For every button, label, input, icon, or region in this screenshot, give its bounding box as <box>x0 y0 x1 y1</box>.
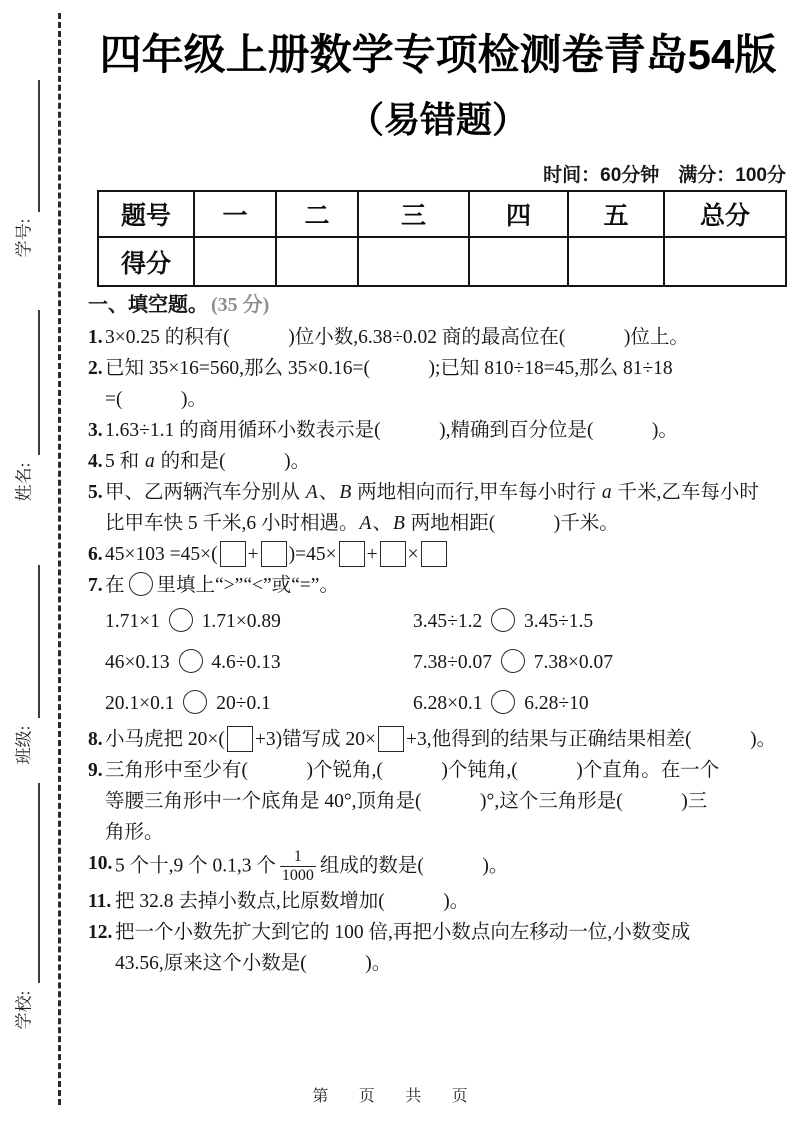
question-line <box>105 322 788 353</box>
school-writing-line <box>38 783 40 983</box>
question-line <box>105 415 788 446</box>
question-text: 7.38÷0.07 <box>413 652 497 673</box>
question-text: 1.71×1 <box>105 611 165 632</box>
question-text: +3)错写成 20× <box>254 729 376 750</box>
question-text: 3×0.25 的积有( )位小数,6.38÷0.02 商的最高位在( )位上。 <box>105 327 689 348</box>
question-number: 2. <box>88 358 103 379</box>
section-heading <box>88 294 788 317</box>
score-table-cell-score-label: 得分 <box>98 237 194 286</box>
question-line <box>105 786 788 817</box>
student-id-writing-line <box>38 80 40 212</box>
score-table-empty-cell <box>276 237 358 286</box>
question-text: 组成的数是( )。 <box>319 855 509 877</box>
question-item <box>88 415 788 446</box>
class-writing-line <box>38 565 40 718</box>
question-text: 7.38×0.07 <box>528 652 613 673</box>
question-text: )=45× <box>288 544 337 565</box>
compare-circle <box>169 608 193 632</box>
question-line <box>105 755 788 786</box>
question-text: 6.28÷10 <box>519 693 589 714</box>
question-number: 1. <box>88 327 103 348</box>
question-text: 4.6÷0.13 <box>206 652 281 673</box>
math-variable: A <box>305 482 318 503</box>
compare-circle <box>179 649 203 673</box>
question-text: 在 <box>105 575 125 596</box>
question-text: +3,他得到的结果与正确结果相差( )。 <box>406 729 777 750</box>
question-number: 11. <box>88 890 112 912</box>
question-line <box>105 683 788 724</box>
score-table-cell-part4: 四 <box>469 191 568 237</box>
question-line <box>115 917 788 948</box>
fraction: $\frac{1}{1000}$ <box>281 848 314 885</box>
question-number: 9. <box>88 760 103 781</box>
score-table-cell-question-label: 题号 <box>98 191 194 237</box>
compare-circle <box>129 572 153 596</box>
question-text: 千米,乙车每小时 <box>612 482 759 503</box>
math-variable: B <box>392 513 405 534</box>
compare-pair-right <box>413 601 593 642</box>
question-line <box>105 446 788 477</box>
question-text: 46×0.13 <box>105 652 175 673</box>
question-text: 角形。 <box>105 822 164 843</box>
answer-box <box>227 726 253 752</box>
question-text: 6.28×0.1 <box>413 693 488 714</box>
question-number: 8. <box>88 729 103 750</box>
seal-dashed-line <box>58 13 61 1105</box>
main-content <box>88 0 788 979</box>
seal-label-student-id: 学号: <box>14 218 34 258</box>
score-table-score-row <box>98 237 786 286</box>
question-text: 、 <box>318 482 339 503</box>
compare-pair-left <box>105 642 413 683</box>
score-table-header-row <box>98 191 786 237</box>
question-number: 4. <box>88 451 103 472</box>
score-table-empty-cell <box>664 237 786 286</box>
compare-circle <box>491 608 515 632</box>
answer-box <box>339 541 365 567</box>
question-text: 里填上“>”“<”或“=”。 <box>156 575 339 596</box>
question-text: 把一个小数先扩大到它的 100 倍,再把小数点向左移动一位,小数变成 <box>115 921 691 943</box>
math-variable: a <box>145 451 155 472</box>
time-score-info: 时间：60分钟 满分：100分 <box>543 165 786 186</box>
question-text: + <box>366 544 378 565</box>
question-text: 43.56,原来这个小数是( )。 <box>115 952 392 974</box>
question-line <box>105 724 788 755</box>
compare-pair-left <box>105 601 413 642</box>
question-text: 45×103 =45×( <box>105 544 218 565</box>
question-text: =( )。 <box>105 389 207 410</box>
question-line <box>105 642 788 683</box>
question-text: 5 个十,9 个 0.1,3 个 <box>115 855 276 877</box>
section-title: 一、填空题。 <box>88 294 208 316</box>
question-item <box>88 570 788 724</box>
question-line <box>105 817 788 848</box>
question-text: 等腰三角形中一个底角是 40°,顶角是( )°,这个三角形是( )三 <box>105 791 708 812</box>
question-text: 1.63÷1.1 的商用循环小数表示是( ),精确到百分位是( )。 <box>105 420 678 441</box>
question-item <box>88 477 788 539</box>
score-table-empty-cell <box>469 237 568 286</box>
seal-label-school: 学校: <box>14 990 34 1030</box>
question-text: × <box>407 544 419 565</box>
page-footer: 第 页 共 页 <box>312 1088 481 1105</box>
answer-box <box>380 541 406 567</box>
question-item <box>88 353 788 415</box>
question-text: 20÷0.1 <box>211 693 271 714</box>
questions-list <box>88 322 788 979</box>
question-item <box>88 848 788 886</box>
score-table <box>97 190 787 287</box>
question-item <box>88 917 788 979</box>
compare-circle <box>183 690 207 714</box>
compare-pair-left <box>105 683 413 724</box>
question-line <box>105 508 788 539</box>
score-table-empty-cell <box>194 237 276 286</box>
score-table-cell-part1: 一 <box>194 191 276 237</box>
math-variable: a <box>601 482 612 503</box>
answer-box <box>378 726 404 752</box>
score-table-cell-total: 总分 <box>664 191 786 237</box>
question-text: 1.71×0.89 <box>196 611 281 632</box>
question-text: 3.45÷1.2 <box>413 611 488 632</box>
answer-box <box>421 541 447 567</box>
question-text: 两地相向而行,甲车每小时行 <box>352 482 601 503</box>
question-item <box>88 724 788 755</box>
question-text: 小马虎把 20×( <box>105 729 225 750</box>
question-text: 三角形中至少有( )个锐角,( )个钝角,( )个直角。在一个 <box>105 760 720 781</box>
seal-label-class: 班级: <box>14 725 34 765</box>
section-points: (35 分) <box>211 294 270 316</box>
question-text: + <box>247 544 259 565</box>
question-text: 两地相距( )千米。 <box>405 513 619 534</box>
question-item <box>88 886 788 917</box>
question-number: 7. <box>88 575 103 596</box>
question-text: 、 <box>372 513 392 534</box>
question-line <box>115 948 788 979</box>
question-line <box>105 570 788 601</box>
question-number: 3. <box>88 420 103 441</box>
exam-title: 四年级上册数学专项检测卷青岛54版 <box>99 31 777 78</box>
score-table-cell-part2: 二 <box>276 191 358 237</box>
question-number: 10. <box>88 853 113 874</box>
question-text: 比甲车快 5 千米,6 小时相遇。 <box>105 513 359 534</box>
compare-circle <box>491 690 515 714</box>
score-table-cell-part3: 三 <box>358 191 469 237</box>
question-text: 甲、乙两辆汽车分别从 <box>105 482 305 503</box>
answer-box <box>220 541 246 567</box>
question-text: 已知 35×16=560,那么 35×0.16=( );已知 810÷18=45,那么 81÷18 <box>105 358 673 379</box>
math-variable: B <box>339 482 352 503</box>
score-table-cell-part5: 五 <box>568 191 664 237</box>
question-line <box>105 601 788 642</box>
question-number: 12. <box>88 921 113 943</box>
question-item <box>88 322 788 353</box>
compare-pair-right <box>413 642 613 683</box>
question-text: 把 32.8 去掉小数点,比原数增加( )。 <box>115 890 470 912</box>
answer-box <box>261 541 287 567</box>
name-writing-line <box>38 310 40 455</box>
score-table-empty-cell <box>358 237 469 286</box>
question-text: 的和是( )。 <box>155 451 311 472</box>
question-line <box>105 353 788 384</box>
question-text: 20.1×0.1 <box>105 693 180 714</box>
question-line <box>115 886 788 917</box>
question-item <box>88 446 788 477</box>
score-table-empty-cell <box>568 237 664 286</box>
question-text: 3.45÷1.5 <box>519 611 594 632</box>
compare-circle <box>501 649 525 673</box>
question-line <box>105 384 788 415</box>
question-item <box>88 539 788 570</box>
question-line <box>105 477 788 508</box>
question-item <box>88 755 788 848</box>
exam-subtitle: （易错题） <box>347 99 528 140</box>
question-number: 5. <box>88 482 103 503</box>
seal-label-name: 姓名: <box>14 462 34 502</box>
question-line <box>105 539 788 570</box>
compare-pair-right <box>413 683 589 724</box>
question-line <box>115 848 788 886</box>
question-text: 5 和 <box>105 451 145 472</box>
question-number: 6. <box>88 544 103 565</box>
math-variable: A <box>359 513 372 534</box>
